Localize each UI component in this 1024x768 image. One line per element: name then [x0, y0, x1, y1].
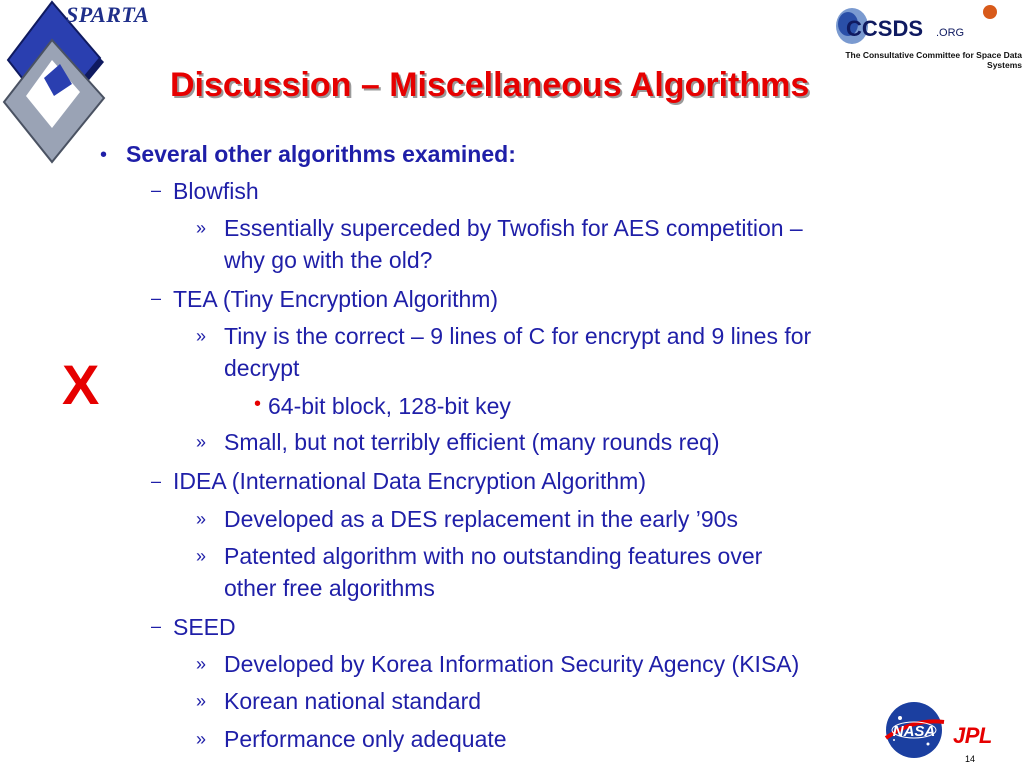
slide-title: Discussion – Miscellaneous Algorithms — [170, 66, 810, 104]
dash-marker: – — [151, 288, 162, 308]
chevron-marker: » — [196, 654, 207, 674]
chevron-marker: » — [196, 546, 207, 566]
bullet-marker: • — [254, 393, 262, 415]
chevron-marker: » — [196, 218, 207, 238]
chevron-marker: » — [196, 729, 207, 749]
nasa-logo — [880, 700, 948, 760]
ccsds-wordmark: CCSDS — [846, 16, 924, 41]
nasa-wordmark: NASA — [892, 723, 936, 740]
list-item-level3: Essentially superceded by Twofish for AES competition – — [224, 215, 803, 241]
list-item-level4: 64-bit block, 128-bit key — [268, 393, 511, 419]
ccsds-subtitle: The Consultative Committee for Space Data Systems — [845, 50, 1022, 70]
sparta-wordmark: SPARTA — [66, 2, 150, 27]
dash-marker: – — [151, 180, 162, 200]
list-item-level3-continued: decrypt — [224, 355, 300, 381]
list-item-level3: Small, but not terribly efficient (many rounds req) — [224, 429, 720, 455]
dash-marker: – — [151, 616, 162, 636]
list-item-level3: Performance only adequate — [224, 726, 507, 752]
x-mark: X — [62, 353, 100, 416]
dash-marker: – — [151, 471, 162, 491]
chevron-marker: » — [196, 326, 207, 346]
list-item-level3-continued: other free algorithms — [224, 575, 435, 601]
chevron-marker: » — [196, 509, 207, 529]
list-item-level3: Developed as a DES replacement in the early ’90s — [224, 506, 738, 532]
list-item-level3: Korean national standard — [224, 688, 482, 714]
page-number: 14 — [965, 754, 976, 764]
list-item-level1: Several other algorithms examined: — [126, 141, 516, 167]
list-item-level2: IDEA (International Data Encryption Algorithm) — [173, 468, 647, 494]
list-item-level2: Blowfish — [173, 178, 259, 204]
list-item-level2: TEA (Tiny Encryption Algorithm) — [173, 286, 499, 312]
ccsds-suffix: .ORG — [936, 27, 965, 39]
bullet-marker: • — [100, 144, 108, 166]
list-item-level3: Patented algorithm with no outstanding features over — [224, 543, 763, 569]
list-item-level2: SEED — [173, 614, 236, 640]
list-item-level3: Developed by Korea Information Security Agency (KISA) — [224, 651, 800, 677]
list-item-level3: Tiny is the correct – 9 lines of C for encrypt and 9 lines for — [224, 323, 812, 349]
jpl-logo: JPL — [953, 723, 992, 748]
chevron-marker: » — [196, 432, 207, 452]
chevron-marker: » — [196, 691, 207, 711]
list-item-level3-continued: why go with the old? — [224, 247, 433, 273]
